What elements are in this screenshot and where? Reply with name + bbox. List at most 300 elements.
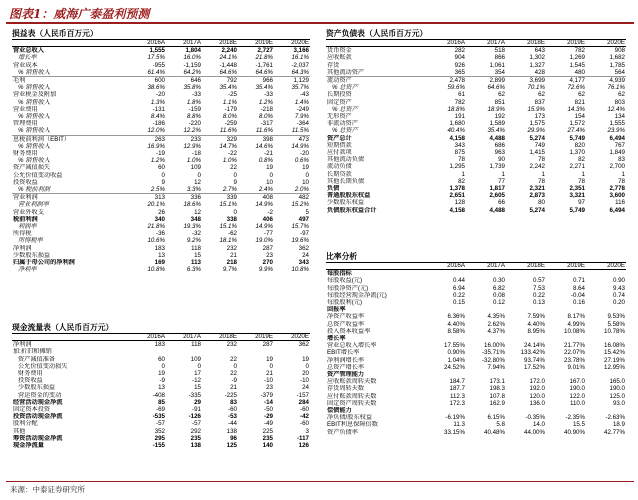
cell-value xyxy=(506,407,546,414)
cell-value: -179 xyxy=(224,105,237,113)
table-row xyxy=(12,377,310,384)
cell-value: -14 xyxy=(264,398,273,406)
table-row xyxy=(12,113,310,120)
table-row xyxy=(12,186,310,194)
table-row xyxy=(326,192,626,199)
cell-value: 4.35% xyxy=(487,313,505,321)
cell-value: 1,817 xyxy=(489,185,505,193)
cell-value: 18.6% xyxy=(183,201,201,209)
cell-value: 125 xyxy=(226,442,237,450)
row-label: 流动负债 xyxy=(327,163,352,171)
cell-value: 138 xyxy=(226,427,237,435)
cell-value: 686 xyxy=(494,141,505,149)
cell-value xyxy=(466,407,506,414)
cell-value xyxy=(238,348,274,355)
cell-value: 749 xyxy=(534,141,545,149)
cell-value: 292 xyxy=(190,427,201,435)
cell-value: 2,605 xyxy=(489,192,505,200)
table-row xyxy=(326,156,626,163)
cell-value: 365 xyxy=(454,68,465,76)
table-row xyxy=(326,328,626,335)
cell-value: 3,600 xyxy=(609,192,625,200)
table-row xyxy=(12,164,310,171)
cell-value: 60 xyxy=(158,355,165,363)
cell-value: 17 xyxy=(194,370,201,378)
table-row xyxy=(326,335,626,342)
cell-value: 6.15% xyxy=(487,414,505,422)
cell-value: 15.2% xyxy=(291,201,309,209)
cell-value: 33.15% xyxy=(444,428,465,436)
cell-value: -408 xyxy=(152,391,165,399)
cell-value: 27.4% xyxy=(567,127,585,135)
table-row xyxy=(326,99,626,106)
row-label: 投资收益 xyxy=(18,377,43,385)
header-blank xyxy=(326,262,426,270)
cell-value: 78 xyxy=(538,156,545,164)
row-label: 公允价值变动损失 xyxy=(18,362,68,370)
cell-value: 38.6% xyxy=(147,84,165,92)
table-row xyxy=(326,185,626,192)
cell-value: -6.19% xyxy=(445,414,465,422)
year-header: 2016A xyxy=(426,39,466,47)
table-row xyxy=(326,378,626,385)
cell-value: 140 xyxy=(262,442,273,450)
cell-value: -60 xyxy=(228,406,237,414)
cell-value: 1.8% xyxy=(186,98,201,106)
table-row xyxy=(326,127,626,134)
cell-value: 1.0% xyxy=(186,157,201,165)
cell-value: 17.55% xyxy=(444,342,465,350)
cell-value: 15 xyxy=(194,251,201,259)
cell-value: -2.35% xyxy=(565,414,585,422)
cell-value: 16.9% xyxy=(147,142,165,150)
row-label: 回报率 xyxy=(327,306,346,314)
table-row xyxy=(12,348,310,355)
row-label: 投资收益 xyxy=(13,178,38,186)
cell-value: 1,327 xyxy=(529,61,545,69)
cell-value: 15.9% xyxy=(527,105,545,113)
cell-value: 24 xyxy=(302,251,309,259)
cell-value: 1 xyxy=(541,170,545,178)
cell-value: 428 xyxy=(534,68,545,76)
cell-value: 16.1% xyxy=(291,54,309,62)
cell-value: 9.01% xyxy=(567,363,585,371)
cell-value: -19 xyxy=(156,150,165,158)
cell-value: 24.14% xyxy=(524,342,545,350)
table-row xyxy=(326,142,626,149)
income-statement-title: 损益表（人民币百万元） xyxy=(12,28,310,40)
cell-value: 1,804 xyxy=(185,47,201,55)
cell-value xyxy=(466,306,506,313)
cell-value: 866 xyxy=(494,54,505,62)
cell-value: 338 xyxy=(226,215,237,223)
cell-value: 190.0 xyxy=(569,385,585,393)
cell-value: 5,749 xyxy=(569,206,585,214)
cell-value: -12 xyxy=(192,377,201,385)
year-header: 2016A xyxy=(130,39,166,47)
row-label: 营业税金及附加 xyxy=(13,91,57,99)
cell-value: 4.37% xyxy=(487,327,505,335)
report-header xyxy=(6,4,634,24)
cash-flow-title: 现金流量表（人民币百万元） xyxy=(12,322,310,334)
row-label: 总资产增长率 xyxy=(327,363,365,371)
row-label: 营业总收入增长率 xyxy=(327,342,377,350)
cell-value: 1,575 xyxy=(529,120,545,128)
cell-value xyxy=(202,348,238,355)
cell-value: 1 xyxy=(621,170,625,178)
cell-value: 10.8% xyxy=(291,266,309,274)
table-row xyxy=(326,407,626,414)
cell-value: -2 xyxy=(267,208,273,216)
row-label: 无形资产 xyxy=(327,113,352,121)
cell-value: -57 xyxy=(192,420,201,428)
row-label: 营业总收入 xyxy=(13,47,44,55)
row-label: 筹资活动现金净流 xyxy=(13,434,63,442)
cell-value: 1,849 xyxy=(609,149,625,157)
table-row xyxy=(326,69,626,77)
table-row xyxy=(12,259,310,266)
cell-value: 21.77% xyxy=(564,342,585,350)
cell-value: 1 xyxy=(501,170,505,178)
cell-value: -91 xyxy=(192,406,201,414)
row-label: 其他流动资产 xyxy=(327,68,365,76)
table-row xyxy=(12,420,310,427)
row-label: 息税前利润（EBIT） xyxy=(12,135,130,143)
cell-value: 8.0% xyxy=(258,113,273,121)
cell-value: 82 xyxy=(578,156,585,164)
cell-value: 4,939 xyxy=(586,77,626,85)
cell-value: 118 xyxy=(191,244,201,252)
row-label: 资产总计 xyxy=(327,134,352,142)
row-label: 负债股东权益合计 xyxy=(327,206,377,214)
table-row xyxy=(12,435,310,442)
cell-value: 10.08% xyxy=(564,327,585,335)
cell-value: 803 xyxy=(614,98,625,106)
cell-value: 24 xyxy=(302,384,309,392)
row-label: 投资活动现金净流 xyxy=(13,413,63,421)
cell-value: 343 xyxy=(298,259,309,267)
cell-value: -49 xyxy=(264,420,273,428)
cell-value: 5.8 xyxy=(496,421,505,429)
cell-value: 2,873 xyxy=(529,192,545,200)
cell-value: 2.0% xyxy=(294,186,309,194)
cell-value: 0.6% xyxy=(294,157,309,165)
cell-value: 62 xyxy=(538,91,545,99)
row-label: 每股指标 xyxy=(327,270,352,278)
cell-value: 1,370 xyxy=(569,149,585,157)
cell-value: 362 xyxy=(298,341,309,349)
cell-value: 2.4% xyxy=(258,186,273,194)
cell-value: 408 xyxy=(238,194,274,202)
cell-value: 19 xyxy=(266,355,273,363)
cell-value: 0 xyxy=(161,171,165,179)
table-row xyxy=(12,54,310,61)
cell-value: 11.5% xyxy=(291,127,309,135)
cell-value: 19 xyxy=(302,164,309,172)
cell-value: 29.9% xyxy=(527,127,545,135)
table-row xyxy=(12,77,310,85)
table-row xyxy=(326,84,626,91)
cell-value: 191 xyxy=(454,113,465,121)
table-row xyxy=(12,172,310,179)
year-header: 2016A xyxy=(130,333,166,341)
cell-value: 9.43 xyxy=(612,284,625,292)
cell-value: 162.9 xyxy=(489,399,505,407)
cell-value: 2,700 xyxy=(609,163,625,171)
row-label: 资产负债率 xyxy=(327,428,358,436)
cell-value: 10.6% xyxy=(147,237,165,245)
cell-value: -33 xyxy=(192,91,201,99)
cell-value: 64.6% xyxy=(255,68,273,76)
cell-value: 908 xyxy=(614,47,625,55)
row-label: 净资产收益率 xyxy=(327,313,365,321)
table-row xyxy=(12,106,310,113)
table-row xyxy=(326,299,626,306)
cell-value: 192.0 xyxy=(529,385,545,393)
cell-value: 10 xyxy=(302,178,309,186)
cell-value: 4.40% xyxy=(527,320,545,328)
cell-value: 78 xyxy=(578,177,585,185)
row-label: 股利分配 xyxy=(13,420,38,428)
cell-value xyxy=(166,348,202,355)
cell-value: 109 xyxy=(190,355,201,363)
cell-value: 29 xyxy=(194,398,201,406)
cell-value: 122.0 xyxy=(569,392,585,400)
cell-value: 0.22 xyxy=(532,291,545,299)
year-header: 2020E xyxy=(274,333,310,341)
cell-value: 362 xyxy=(298,244,309,252)
row-label: 财务费用 xyxy=(18,370,43,378)
cell-value: 904 xyxy=(454,54,465,62)
row-label: EBIT利息保障倍数 xyxy=(327,421,378,429)
cell-value: 600 xyxy=(130,77,166,85)
table-row xyxy=(12,150,310,157)
cell-value: 12.2% xyxy=(183,127,201,135)
cash-table xyxy=(12,333,310,449)
row-label: 投入资本收益率 xyxy=(327,327,371,335)
cell-value: 4,488 xyxy=(489,134,505,142)
cell-value: 15.1% xyxy=(219,201,237,209)
table-row xyxy=(12,69,310,77)
cell-value: -77 xyxy=(264,230,273,238)
cell-value: 133.42% xyxy=(520,349,545,357)
cell-value xyxy=(426,371,466,378)
header-row xyxy=(12,39,310,47)
table-row xyxy=(12,413,310,420)
cell-value: 1.2% xyxy=(150,157,165,165)
cell-value xyxy=(586,371,626,378)
table-row xyxy=(12,223,310,230)
cell-value: -955 xyxy=(152,61,165,69)
cell-value: -159 xyxy=(188,105,201,113)
cell-value: 2.62% xyxy=(487,320,505,328)
cell-value: -36 xyxy=(156,230,165,238)
cell-value: -42 xyxy=(300,413,309,421)
cell-value: 14.0 xyxy=(532,421,545,429)
table-row xyxy=(12,237,310,244)
cell-value: 0.44 xyxy=(452,277,465,285)
cell-value xyxy=(466,270,506,278)
cell-value xyxy=(466,371,506,378)
table-row xyxy=(12,84,310,91)
cell-value: -259 xyxy=(224,120,237,128)
cell-value: 329 xyxy=(202,135,238,143)
cell-value: -50 xyxy=(264,406,273,414)
table-row xyxy=(326,429,626,436)
table-row xyxy=(326,357,626,364)
table-row xyxy=(326,313,626,320)
cell-value: 116 xyxy=(615,199,625,207)
table-row xyxy=(326,285,626,292)
cell-value: 0.22 xyxy=(452,291,465,299)
ratio-table xyxy=(326,262,626,436)
cell-value: 232 xyxy=(226,341,237,349)
cell-value: 2.5% xyxy=(150,186,165,194)
cell-value: 120.0 xyxy=(529,392,545,400)
table-row xyxy=(326,54,626,61)
cell-value: 0 xyxy=(161,362,165,370)
cell-value: 792 xyxy=(202,77,238,85)
cell-value: -25 xyxy=(228,91,237,99)
cell-value: 154 xyxy=(574,113,585,121)
cell-value: 172.0 xyxy=(529,378,545,386)
row-label: 总资产收益率 xyxy=(327,320,365,328)
row-label: 税前利润 xyxy=(13,215,38,223)
cell-value: 1,555 xyxy=(149,47,165,55)
cell-value: 20.1% xyxy=(147,201,165,209)
cell-value: 0.57 xyxy=(532,277,545,285)
year-header: 2018E xyxy=(202,39,238,47)
cell-value: 3,321 xyxy=(569,192,585,200)
row-label: 长期投资 xyxy=(327,91,352,99)
cell-value: 343 xyxy=(454,141,465,149)
cell-value: 24.1% xyxy=(219,54,237,62)
row-label: % 总资产 xyxy=(332,105,358,113)
cell-value: 113 xyxy=(191,259,201,267)
cell-value: 96 xyxy=(230,434,237,442)
cell-value: 165.0 xyxy=(609,378,625,386)
table-row xyxy=(12,120,310,127)
cell-value: 1,739 xyxy=(489,163,505,171)
cell-value: 18.9% xyxy=(487,105,505,113)
cell-value: 1,589 xyxy=(489,120,505,128)
row-label: % 销售收入 xyxy=(18,68,50,76)
cell-value: -0.35% xyxy=(525,414,545,422)
balance-sheet-title: 资产负债表（人民币百万元） xyxy=(326,28,626,40)
cell-value: 233 xyxy=(166,135,202,143)
cell-value: 10.8% xyxy=(147,266,165,274)
cell-value: -9 xyxy=(231,377,237,385)
cell-value: 1,572 xyxy=(569,120,585,128)
cell-value: 643 xyxy=(534,47,545,55)
year-header: 2019E xyxy=(238,333,274,341)
cell-value: 518 xyxy=(494,47,505,55)
cell-value: 112.3 xyxy=(449,392,465,400)
cell-value: 40.48% xyxy=(484,428,505,436)
cell-value: 136.0 xyxy=(529,399,545,407)
cell-value xyxy=(546,306,586,313)
cell-value: 23.9% xyxy=(607,127,625,135)
cell-value: 1,682 xyxy=(609,54,625,62)
cell-value: 0 xyxy=(197,171,201,179)
row-label: 普通股股东权益 xyxy=(327,192,371,200)
cell-value: 60 xyxy=(158,164,165,172)
row-label: EBIT增长率 xyxy=(327,349,360,357)
table-row xyxy=(326,62,626,69)
year-header: 2017A xyxy=(166,333,202,341)
cell-value: -1,448 xyxy=(219,61,237,69)
cell-value: 93.0 xyxy=(612,399,625,407)
cell-value: -1,159 xyxy=(183,61,201,69)
cell-value: 926 xyxy=(454,61,465,69)
cell-value: -317 xyxy=(260,120,273,128)
cell-value: 336 xyxy=(166,194,202,202)
cell-value: 15 xyxy=(194,384,201,392)
cell-value: 80 xyxy=(538,199,545,207)
cell-value: 0 xyxy=(269,362,273,370)
cell-value: 64.6% xyxy=(219,68,237,76)
cell-value: 218 xyxy=(226,259,237,267)
cell-value: 11.6% xyxy=(219,127,237,135)
row-label: 应付账款周转天数 xyxy=(327,392,377,400)
cell-value: 16.00% xyxy=(484,342,505,350)
cell-value: -10 xyxy=(300,377,309,385)
cell-value: 40.4% xyxy=(447,127,465,135)
table-row xyxy=(326,306,626,313)
cell-value: 8.4% xyxy=(150,113,165,121)
cell-value: 13 xyxy=(158,384,165,392)
cell-value: 851 xyxy=(494,98,505,106)
cell-value: 875 xyxy=(454,149,465,157)
cell-value: 15.7% xyxy=(291,223,309,231)
cell-value: 187.7 xyxy=(449,385,465,393)
cell-value: 64.2% xyxy=(183,68,201,76)
table-row xyxy=(326,199,626,206)
cell-value: 1.04% xyxy=(447,356,465,364)
cell-value: 61 xyxy=(458,91,465,99)
source-note: 来源：中泰证券研究所 xyxy=(10,485,85,494)
cell-value: 22 xyxy=(230,370,237,378)
cell-value: 12.0% xyxy=(147,127,165,135)
cell-value: -335 xyxy=(188,391,201,399)
cell-value: 0.13 xyxy=(532,299,545,307)
cell-value: 6.3% xyxy=(186,266,201,274)
cell-value: -29 xyxy=(264,413,273,421)
cell-value: 564 xyxy=(614,68,625,76)
cell-value: -97 xyxy=(300,230,309,238)
cell-value: 184.7 xyxy=(449,378,465,386)
ratio-analysis-panel xyxy=(326,251,626,436)
table-row xyxy=(326,149,626,156)
cell-value: -43 xyxy=(300,91,309,99)
cell-value xyxy=(546,270,586,278)
cell-value: 85 xyxy=(158,398,165,406)
row-label: 存货 xyxy=(327,61,340,69)
table-row xyxy=(12,442,310,449)
table-row xyxy=(326,414,626,421)
table-row xyxy=(326,207,626,214)
cell-value: 22 xyxy=(230,355,237,363)
cell-value: -225 xyxy=(224,391,237,399)
cell-value: 18.8% xyxy=(447,105,465,113)
cell-value: 22.07% xyxy=(564,349,585,357)
cell-value: -186 xyxy=(152,120,165,128)
cell-value: -35.71% xyxy=(481,349,505,357)
cell-value: 10.78% xyxy=(604,327,625,335)
cell-value: 190.0 xyxy=(609,385,625,393)
cell-value: 35.4% xyxy=(219,84,237,92)
cell-value: 0.90% xyxy=(447,349,465,357)
